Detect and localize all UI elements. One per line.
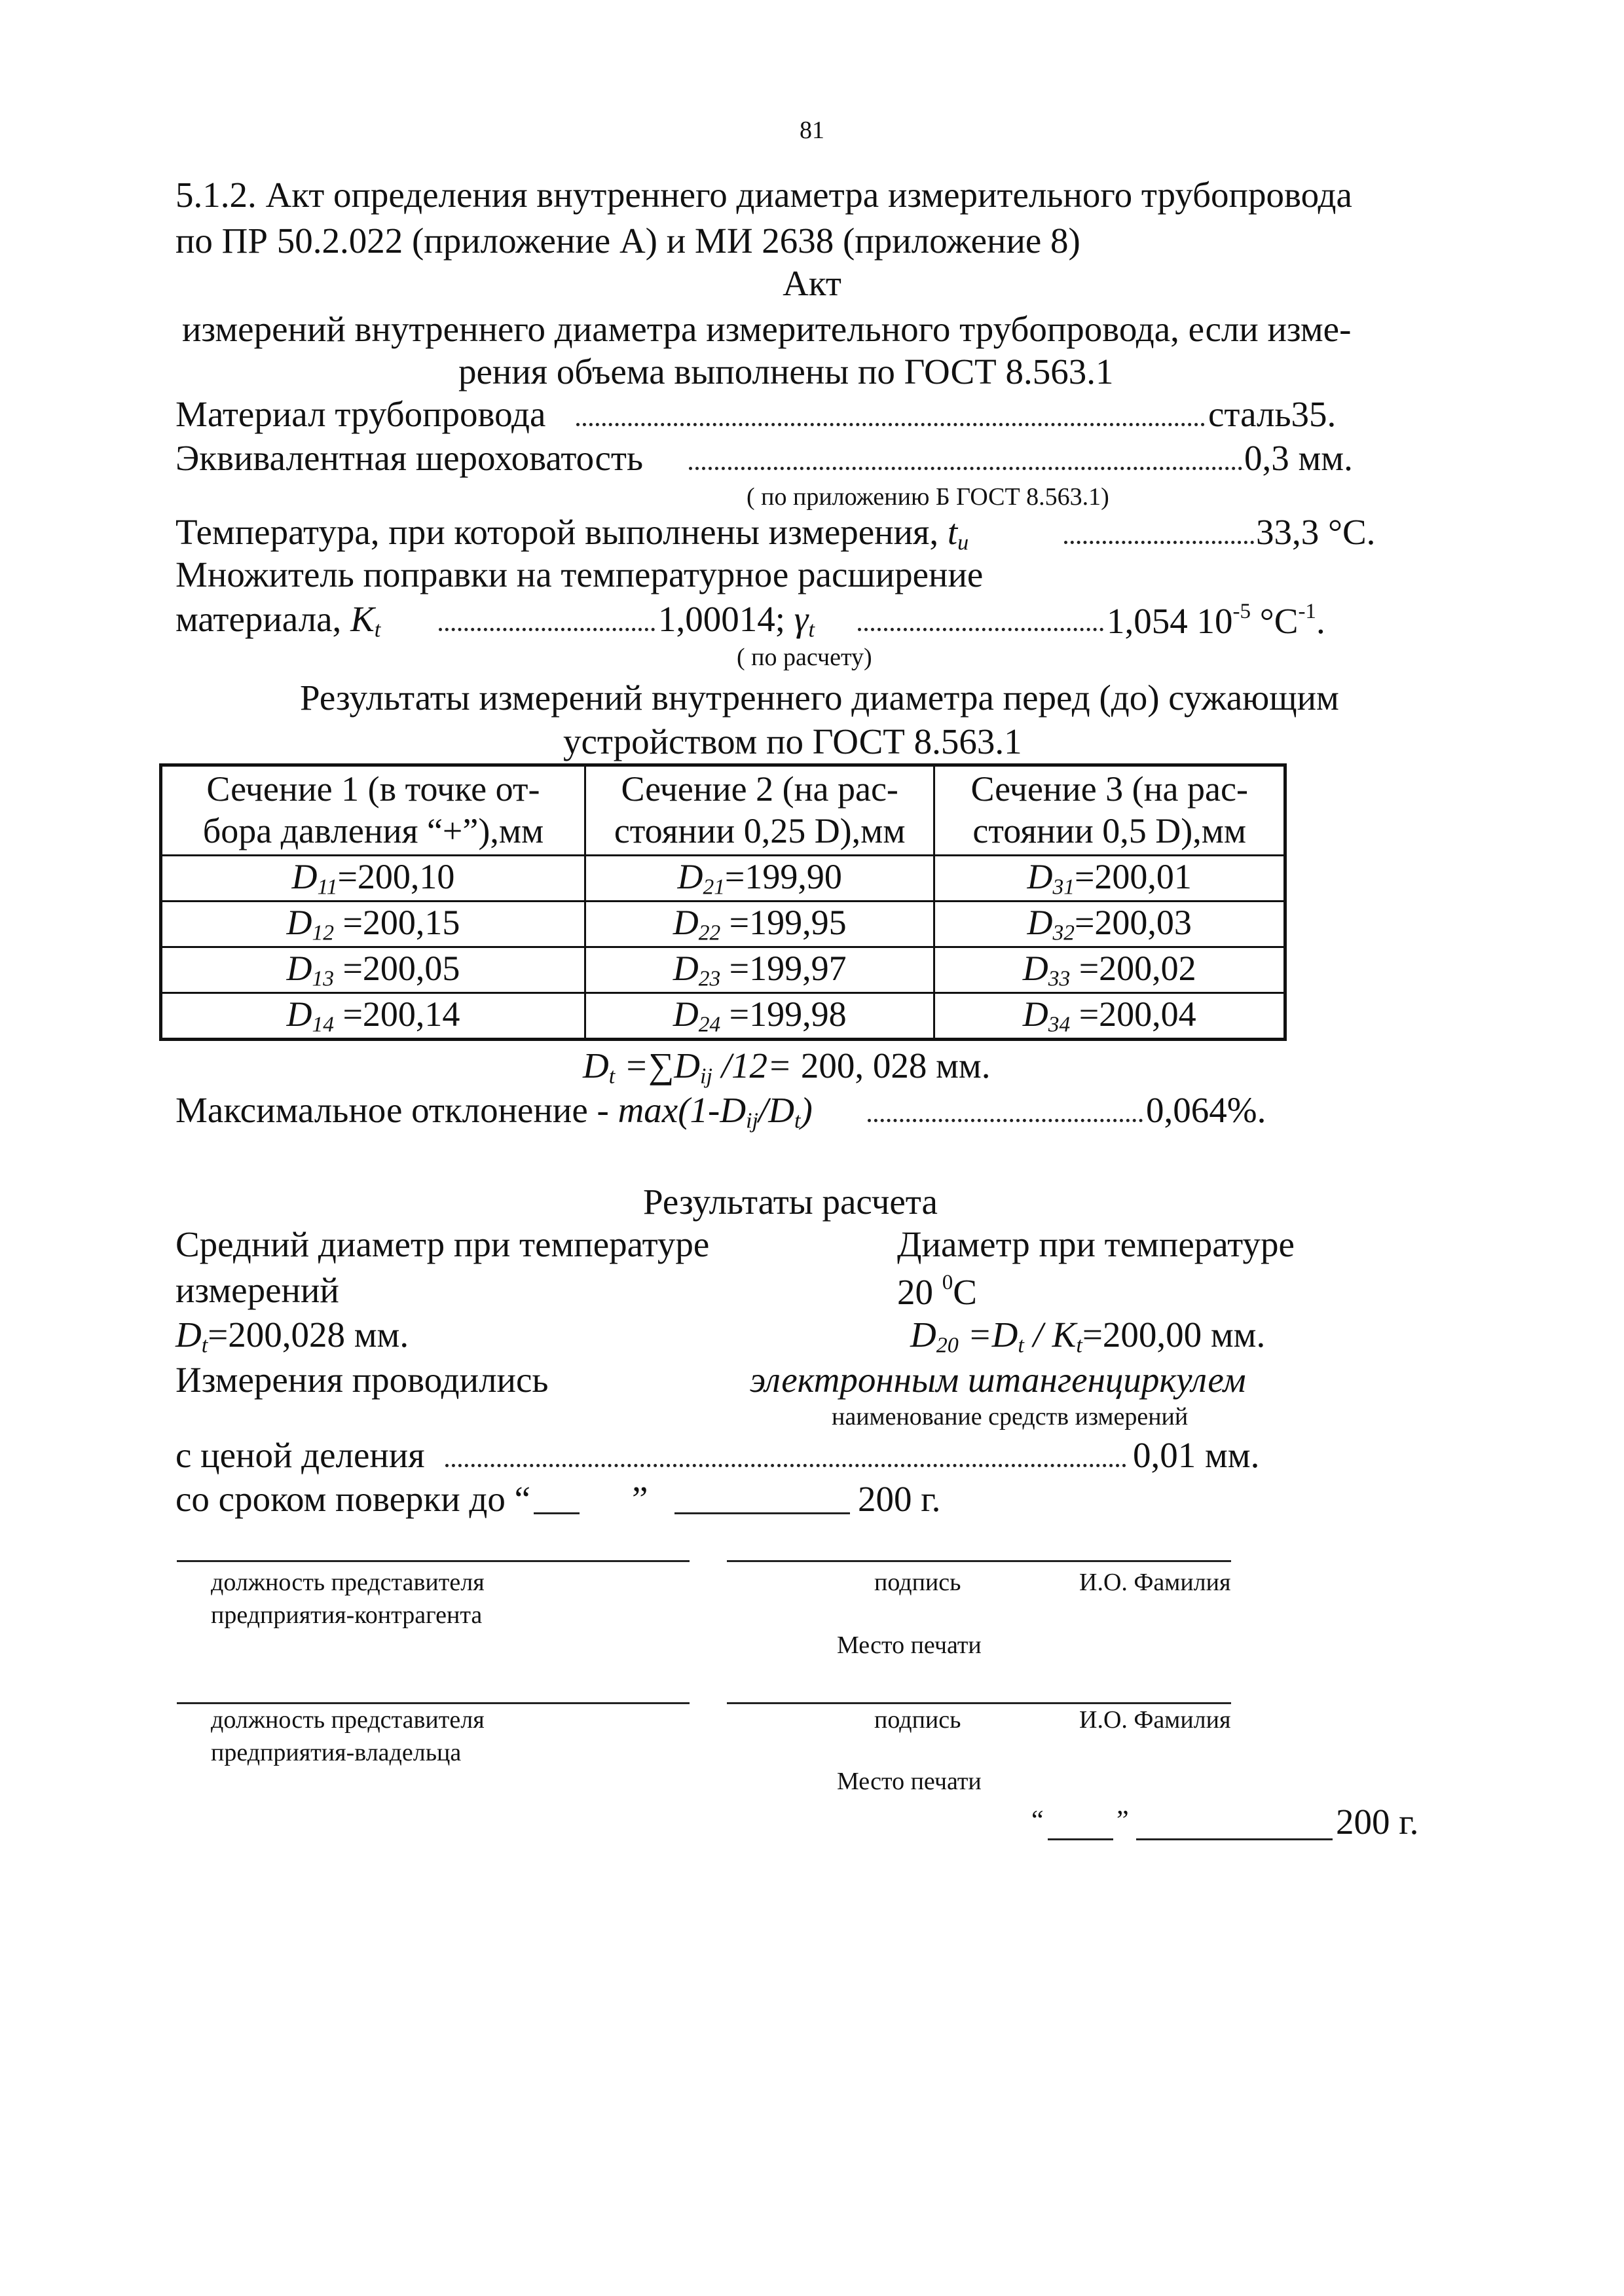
verification-day-blank (534, 1512, 580, 1514)
material-value: сталь35. (1208, 394, 1337, 434)
gamma-unit: °С (1259, 601, 1299, 642)
division-leader (445, 1464, 1126, 1467)
table-row (161, 902, 1285, 947)
instrument-label: Измерения проводились (175, 1360, 549, 1400)
verification-year: 200 г. (858, 1479, 941, 1519)
table-cell: $D_{11}=200,10$ (161, 856, 585, 902)
verification-quote-close: ” (632, 1479, 648, 1519)
roughness-leader (689, 467, 1242, 470)
gamma-exp: -5 (1232, 600, 1251, 623)
table-header-cell: Сечение 3 (на рас- стоянии 0,5 D),мм (934, 765, 1285, 856)
calc-right-line2: 20 $^0$С (897, 1271, 977, 1313)
table-header-row (161, 765, 1285, 856)
max-deviation: Максимальное отклонение - $\max(1-D_{ij}/D_t)$ (175, 1090, 813, 1133)
position-caption-1b: предприятия-контрагента (211, 1601, 483, 1629)
temperature-value-wrap (1256, 514, 1375, 550)
calc-right-value: $D_{20} =D_t / K_t=200,00$ мм. (910, 1315, 1266, 1358)
verification-label: со сроком поверки до “ (175, 1479, 531, 1519)
table-cell: $D_{33} =200,02$ (934, 947, 1285, 993)
temperature-label-text: Температура, при которой выполнены измерения, (175, 512, 939, 552)
table-cell: $D_{12} =200,15$ (161, 902, 585, 947)
table-cell: $D_{34} =200,04$ (934, 993, 1285, 1040)
final-date-year: 200 г. (1336, 1802, 1419, 1842)
temperature-unit: °С. (1328, 512, 1376, 552)
final-date-quote-close: ” (1116, 1806, 1129, 1836)
name-caption-1: И.О. Фамилия (1079, 1569, 1231, 1596)
calc-right-line1: Диаметр при температуре (897, 1224, 1295, 1264)
temperature-symbol: t (947, 512, 958, 552)
page-number: 81 (800, 117, 824, 144)
gamma-value: 1,054 10 (1107, 601, 1233, 642)
final-date-quote-open: “ (1031, 1806, 1044, 1836)
section-heading-line1: 5.1.2. Акт определения внутреннего диаметра измерительного трубопровода (175, 175, 1352, 215)
correction-label-line1: Множитель поправки на температурное расширение (175, 555, 984, 594)
act-subtitle-line2: рения объема выполнены по ГОСТ 8.563.1 (458, 352, 1114, 392)
table-cell: $D_{31}=200,01$ (934, 856, 1285, 902)
position-caption-2b: предприятия-владельца (211, 1739, 462, 1766)
temperature-leader (1064, 541, 1254, 544)
deviation-leader (868, 1119, 1143, 1122)
division-label: с ценой деления (175, 1435, 425, 1475)
act-subtitle-line1: измерений внутреннего диаметра измерительного трубопровода, если изме- (182, 309, 1352, 349)
k-sub: t (374, 617, 381, 642)
table-row (161, 947, 1285, 993)
table-cell: $D_{21}=199,90$ (585, 856, 934, 902)
table-cell: $D_{14} =200,14$ (161, 993, 585, 1040)
calc-left-value: $D_t=200,028$ мм. (175, 1315, 409, 1358)
k-symbol: K (350, 599, 375, 639)
sign-caption-2: подпись (874, 1706, 961, 1734)
dt-formula: $D_t =\sum D_{ij}$ /12= 200, 028 мм. (583, 1046, 991, 1089)
k-leader (439, 628, 655, 631)
gamma-end: . (1316, 601, 1325, 642)
correction-label-line2: материала, (175, 599, 342, 639)
sign-caption-1: подпись (874, 1569, 961, 1596)
correction-note: ( по расчету) (737, 644, 872, 671)
calc-title: Результаты расчета (643, 1182, 938, 1222)
verification-month-blank (674, 1512, 850, 1514)
instrument-value: электронным штангенциркулем (750, 1360, 1246, 1400)
final-date-month-blank (1136, 1838, 1333, 1840)
sign-line-2 (727, 1702, 1231, 1704)
table-header-cell: Сечение 1 (в точке от- бора давления “+”),мм (161, 765, 585, 856)
act-title: Акт (783, 263, 841, 303)
gamma-leader (858, 628, 1103, 631)
calc-left-line2: измерений (175, 1270, 339, 1310)
table-row (161, 993, 1285, 1040)
material-leader (576, 423, 1205, 426)
division-value: 0,01 мм. (1133, 1435, 1260, 1475)
k-value: 1,00014; (658, 599, 786, 639)
temperature-label (175, 514, 969, 555)
roughness-value: 0,3 мм. (1244, 438, 1353, 478)
roughness-label: Эквивалентная шероховатость (175, 438, 644, 478)
table-row (161, 856, 1285, 902)
roughness-note: ( по приложению Б ГОСТ 8.563.1) (747, 483, 1109, 511)
gamma-symbol: γ (794, 599, 809, 639)
gamma-unit-exp: -1 (1298, 600, 1316, 623)
section-heading-line2: по ПР 50.2.022 (приложение А) и МИ 2638 (приложение 8) (175, 221, 1080, 261)
max-deviation-value: 0,064%. (1146, 1090, 1266, 1130)
results-title-line2: устройством по ГОСТ 8.563.1 (563, 721, 1022, 761)
name-caption-2: И.О. Фамилия (1079, 1706, 1231, 1734)
measurement-table (159, 763, 1287, 1041)
k-value-wrap (658, 601, 815, 642)
results-title-line1: Результаты измерений внутреннего диаметра перед (до) сужающим (300, 678, 1339, 718)
position-caption-2a: должность представителя (211, 1706, 485, 1734)
final-date-day-blank (1048, 1838, 1113, 1840)
stamp-place-2: Место печати (837, 1768, 982, 1795)
correction-line2 (175, 601, 380, 642)
position-caption-1a: должность представителя (211, 1569, 485, 1596)
table-cell: $D_{23} =199,97$ (585, 947, 934, 993)
gamma-sub: t (808, 617, 815, 642)
calc-left-line1: Средний диаметр при температуре (175, 1224, 710, 1264)
stamp-place-1: Место печати (837, 1631, 982, 1659)
table-cell: $D_{24} =199,98$ (585, 993, 934, 1040)
temperature-symbol-sub: и (957, 530, 969, 555)
sign-line-1 (727, 1560, 1231, 1562)
position-line-2 (177, 1702, 690, 1704)
table-cell: $D_{22} =199,95$ (585, 902, 934, 947)
instrument-caption: наименование средств измерений (832, 1403, 1189, 1430)
table-cell: $D_{32}=200,03$ (934, 902, 1285, 947)
table-header-cell: Сечение 2 (на рас- стоянии 0,25 D),мм (585, 765, 934, 856)
material-label: Материал трубопровода (175, 394, 546, 434)
position-line-1 (177, 1560, 690, 1562)
table-cell: $D_{13} =200,05$ (161, 947, 585, 993)
gamma-value-wrap (1107, 600, 1325, 642)
temperature-value: 33,3 (1256, 512, 1320, 552)
